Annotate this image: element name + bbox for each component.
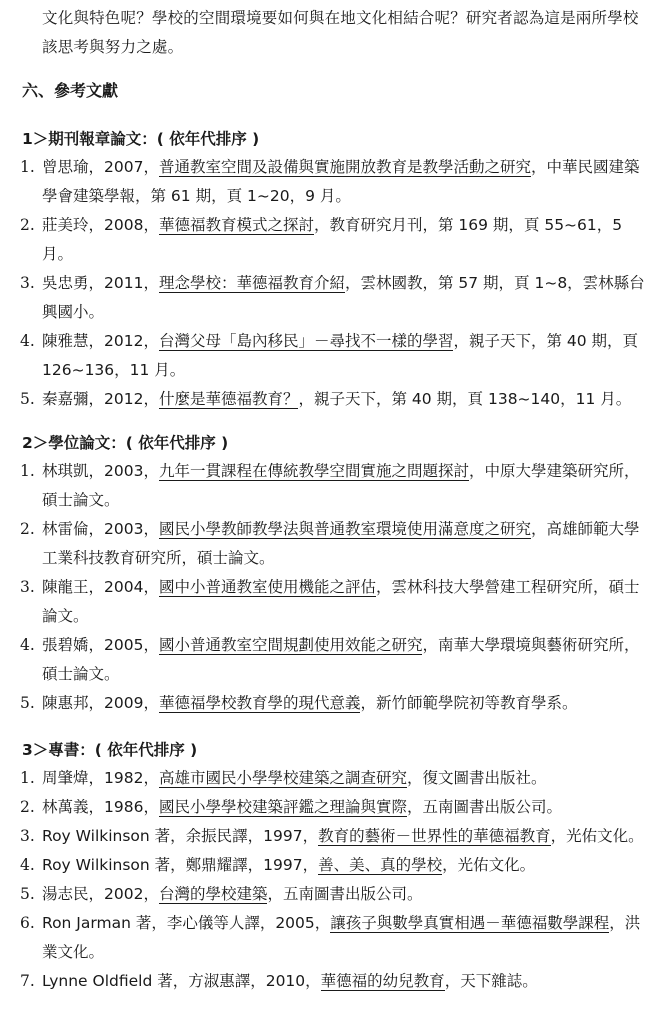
reference-title: 台灣的學校建築 [158,885,268,903]
reference-item: 3. 陳龍王，2004，國中小普通教室使用機能之評估，雲林科技大學營建工程研究所，碩士論文。 [20,578,640,625]
reference-item: 2. 林雷倫，2003，國民小學教師教學法與普通教室環境使用滿意度之研究，高雄師範大學工業科技教育研究所，碩士論文。 [20,520,640,567]
reference-title: 華德福學校教育學的現代意義 [158,694,361,712]
intro-paragraph: 文化與特色呢？學校的空間環境要如何與在地文化相結合呢？研究者認為這是兩所學校該思考與努力之處。 [42,9,639,56]
reference-item: 3. 吳忠勇，2011，理念學校：華德福教育介紹，雲林國教，第 57 期，頁 1~8，雲林縣台興國小。 [20,274,645,321]
reference-title: 普通教室空間及設備與實施開放教育是教學活動之研究 [158,158,531,176]
reference-item: 4. Roy Wilkinson 著，鄭鼎耀譯，1997，善、美、真的學校，光佑文化。 [20,856,536,874]
reference-title: 華德福教育模式之探討 [158,216,314,234]
subsection-heading-books: 3＞專書：( 依年代排序 ) [22,741,198,759]
reference-list-theses [0,457,668,718]
reference-item: 2. 林萬義，1986，國民小學學校建築評鑑之理論與實際，五南圖書出版公司。 [20,798,562,816]
reference-item: 5. 湯志民，2002，台灣的學校建築，五南圖書出版公司。 [20,885,423,903]
reference-item: 5. 陳惠邦，2009，華德福學校教育學的現代意義，新竹師範學院初等教育學系。 [20,694,578,712]
reference-item: 1. 曾思瑜，2007，普通教室空間及設備與實施開放教育是教學活動之研究，中華民國建築學會建築學報，第 61 期，頁 1~20，9 月。 [20,158,640,205]
reference-title: 什麼是華德福教育？ [158,390,299,408]
reference-title: 台灣父母「島內移民」－尋找不一樣的學習 [158,332,454,350]
reference-item: 2. 莊美玲，2008，華德福教育模式之探討，教育研究月刊，第 169 期，頁 55~61，5 月。 [20,216,623,263]
reference-title: 讓孩子與數學真實相遇－華德福數學課程 [330,914,610,932]
reference-item: 4. 陳雅慧，2012，台灣父母「島內移民」－尋找不一樣的學習，親子天下，第 40 期，頁 126~136，11 月。 [20,332,639,379]
reference-list-books [0,764,668,996]
reference-item: 3. Roy Wilkinson 著，余振民譯，1997，教育的藝術－世界性的華德福教育，光佑文化。 [20,827,644,845]
subsection-heading-theses: 2＞學位論文：( 依年代排序 ) [22,434,229,452]
subsection-heading-journals: 1＞期刊報章論文：( 依年代排序 ) [22,130,260,148]
reference-title: 華德福的幼兒教育 [320,972,445,990]
reference-title: 理念學校：華德福教育介紹 [158,274,345,292]
reference-title: 國中小普通教室使用機能之評估 [158,578,376,596]
reference-title: 善、美、真的學校 [318,856,443,874]
reference-item: 6. Ron Jarman 著，李心儀等人譯，2005，讓孩子與數學真實相遇－華德福數學課程，洪業文化。 [20,914,641,961]
reference-item: 7. Lynne Oldfield 著，方淑惠譯，2010，華德福的幼兒教育，天下雜誌。 [20,972,538,990]
reference-item: 4. 張碧嬌，2005，國小普通教室空間規劃使用效能之研究，南華大學環境與藝術研究所，碩士論文。 [20,636,640,683]
reference-title: 國小普通教室空間規劃使用效能之研究 [158,636,423,654]
reference-title: 九年一貫課程在傳統教學空間實施之問題探討 [158,462,469,480]
reference-title: 國民小學教師教學法與普通教室環境使用滿意度之研究 [158,520,531,538]
reference-title: 國民小學學校建築評鑑之理論與實際 [158,798,407,816]
reference-item: 5. 秦嘉彌，2012，什麼是華德福教育？，親子天下，第 40 期，頁 138~140，11 月。 [20,390,632,408]
reference-list-journals [0,153,668,414]
reference-item: 1. 周肇煒，1982，高雄市國民小學學校建築之調查研究，復文圖書出版社。 [20,769,547,787]
reference-item: 1. 林琪凱，2003，九年一貫課程在傳統教學空間實施之問題探討，中原大學建築研究所，碩士論文。 [20,462,640,509]
reference-title: 教育的藝術－世界性的華德福教育 [318,827,551,845]
section-title: 六、參考文獻 [22,81,119,100]
reference-title: 高雄市國民小學學校建築之調查研究 [158,769,407,787]
